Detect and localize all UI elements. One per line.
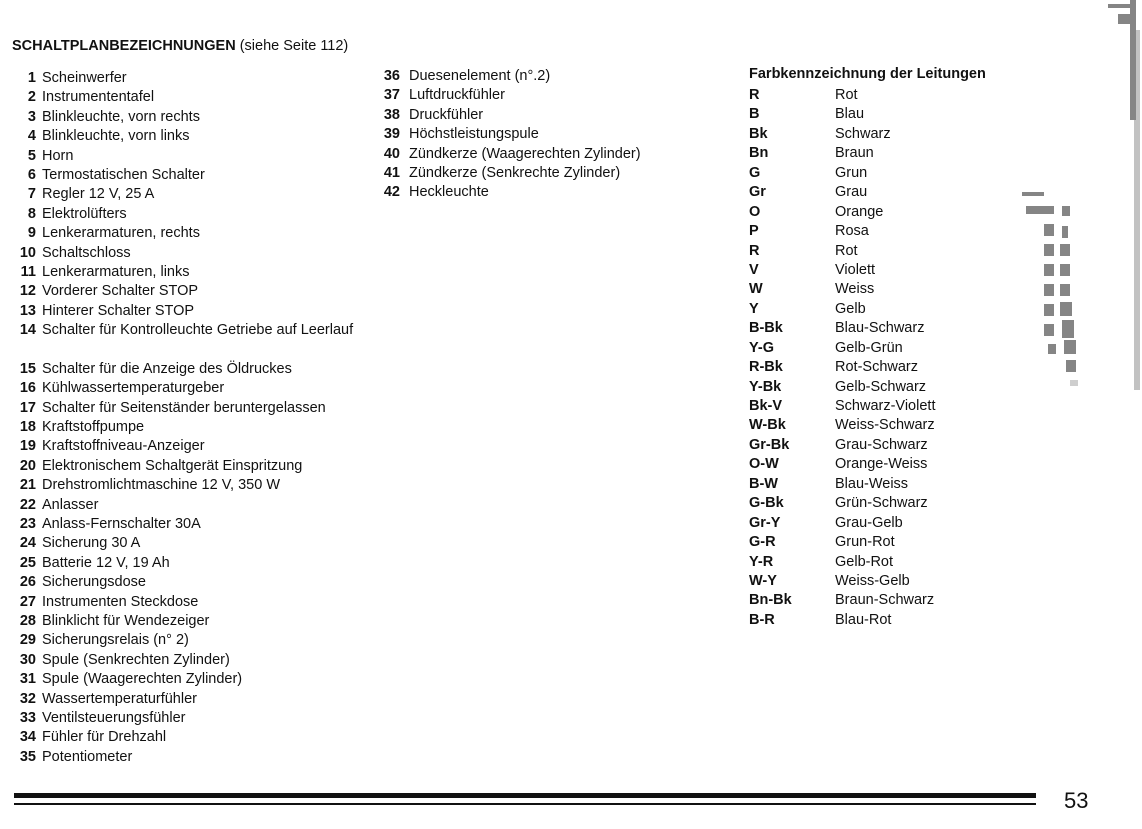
legend-item: [10, 399, 360, 418]
legend-item-number: 42: [383, 184, 400, 201]
legend-item-text: Schalter für die Anzeige des Öldruckes: [42, 360, 292, 377]
legend-item: [376, 67, 641, 86]
legend-item-text: Batterie 12 V, 19 Ah: [42, 554, 170, 571]
color-codes-title: Farbkennzeichnung der Leitungen: [749, 66, 986, 82]
legend-item: [10, 496, 360, 515]
legend-item-number: 3: [27, 108, 36, 125]
color-code-abbrev: Y-Bk: [749, 378, 782, 395]
color-code-abbrev: B: [749, 106, 760, 123]
legend-item-number: 32: [19, 690, 36, 707]
legend-item-text: Potentiometer: [42, 748, 133, 765]
legend-item: [10, 670, 360, 689]
color-code-row: [749, 183, 935, 202]
color-code-name: Rot-Schwarz: [835, 359, 918, 376]
legend-item-number: 9: [27, 225, 36, 242]
color-code-abbrev: Gr: [749, 184, 766, 201]
legend-item-text: Sicherungsdose: [42, 574, 146, 591]
legend-item-text: Zündkerze (Waagerechten Zylinder): [409, 145, 641, 162]
color-code-abbrev: W: [749, 281, 763, 298]
legend-item-text: Lenkerarmaturen, links: [42, 263, 190, 280]
legend-item: [10, 88, 360, 107]
legend-item-number: 17: [19, 399, 36, 416]
legend-item-text: Wassertemperaturfühler: [42, 690, 197, 707]
legend-item-number: 26: [19, 574, 36, 591]
color-code-name: Gelb-Rot: [835, 553, 894, 570]
legend-item-text: Luftdruckfühler: [409, 87, 505, 104]
legend-item-text: Elektrolüfters: [42, 205, 127, 222]
color-code-row: [749, 300, 935, 319]
legend-item-text: Scheinwerfer: [42, 70, 127, 86]
legend-item: [10, 573, 360, 592]
color-code-row: [749, 553, 935, 572]
legend-item-text: Elektronischem Schaltgerät Einspritzung: [42, 457, 303, 474]
legend-item: [376, 164, 641, 183]
legend-item: [10, 127, 360, 146]
legend-item-number: 40: [383, 145, 400, 162]
legend-item: [10, 515, 360, 534]
color-code-row: [749, 222, 935, 241]
color-code-name: Grun-Rot: [835, 534, 895, 551]
color-code-abbrev: B-W: [749, 475, 778, 492]
color-code-name: Blau-Weiss: [835, 475, 909, 492]
color-code-name: Blau: [835, 106, 865, 123]
legend-item-text: Schaltschloss: [42, 244, 131, 261]
legend-item: [10, 224, 360, 243]
color-code-abbrev: Gr-Bk: [749, 436, 790, 453]
page-number: 53: [1064, 788, 1089, 813]
legend-item-text: Duesenelement (n°.2): [409, 68, 551, 84]
color-code-abbrev: G: [749, 164, 761, 181]
legend-item: [10, 728, 360, 747]
legend-item-number: 41: [383, 164, 400, 181]
legend-item-number: 23: [19, 516, 36, 532]
legend-item-number: 21: [19, 477, 36, 494]
legend-item: [376, 106, 641, 125]
legend-item: [10, 69, 360, 88]
color-codes-list: [749, 86, 935, 630]
legend-item-number: 15: [19, 360, 36, 377]
legend-item: [10, 690, 360, 709]
legend-item: [10, 457, 360, 476]
legend-item: [10, 476, 360, 495]
legend-item-number: 20: [19, 457, 36, 474]
color-code-name: Orange: [835, 203, 884, 220]
legend-item-number: 39: [383, 126, 400, 143]
color-code-name: Orange-Weiss: [835, 456, 928, 473]
legend-item: [10, 244, 360, 263]
legend-item-number: 12: [19, 283, 36, 300]
legend-item-number: 18: [19, 419, 36, 436]
legend-item-text: Regler 12 V, 25 A: [42, 186, 155, 203]
color-code-name: Rosa: [835, 223, 869, 240]
legend-item-number: 5: [27, 147, 36, 164]
legend-item-text: Anlass-Fernschalter 30A: [42, 516, 201, 532]
legend-item-text: Zündkerze (Senkrechte Zylinder): [409, 164, 621, 181]
legend-item-text: Heckleuchte: [409, 184, 489, 201]
legend-item: [10, 302, 360, 321]
color-code-row: [749, 203, 935, 222]
legend-item-text: Druckfühler: [409, 106, 484, 123]
legend-item-text: Spule (Waagerechten Zylinder): [42, 671, 243, 688]
color-code-row: [749, 436, 935, 455]
legend-item-number: 19: [19, 438, 36, 455]
color-code-name: Braun-Schwarz: [835, 592, 935, 609]
legend-item-text: Drehstromlichtmaschine 12 V, 350 W: [42, 477, 281, 494]
legend-item-text: Sicherung 30 A: [42, 535, 141, 552]
legend-item: [10, 321, 360, 360]
color-code-row: [749, 591, 935, 610]
legend-item-number: 27: [19, 593, 36, 610]
legend-item-number: 36: [383, 68, 400, 84]
legend-item-number: 1: [27, 70, 36, 86]
legend-item-number: 22: [19, 496, 36, 513]
footer-rule-thin: [14, 803, 1036, 805]
heading-suffix: (siehe Seite 112): [239, 38, 349, 54]
legend-item: [10, 166, 360, 185]
legend-item: [10, 205, 360, 224]
legend-item: [376, 145, 641, 164]
legend-item-text: Schalter für Kontrolleuchte Getriebe auf Leerlauf: [42, 322, 354, 339]
legend-item-number: 25: [19, 554, 36, 571]
color-code-name: Grau-Gelb: [835, 514, 903, 531]
legend-item-text: Fühler für Drehzahl: [42, 729, 167, 746]
legend-item-text: Kraftstoffniveau-Anzeiger: [42, 438, 205, 455]
legend-item-text: Blinklicht für Wendezeiger: [42, 612, 210, 629]
color-code-row: [749, 572, 935, 591]
legend-item: [10, 631, 360, 650]
color-code-abbrev: R: [749, 87, 760, 103]
legend-item-number: 13: [19, 302, 36, 319]
color-code-name: Grau-Schwarz: [835, 436, 928, 453]
legend-item: [376, 125, 641, 144]
color-code-abbrev: G-Bk: [749, 495, 784, 512]
color-code-abbrev: W-Y: [749, 572, 777, 589]
legend-item: [10, 185, 360, 204]
legend-item: [10, 534, 360, 553]
legend-item: [10, 651, 360, 670]
color-code-abbrev: O: [749, 203, 761, 220]
color-code-name: Grun: [835, 164, 868, 181]
legend-item-number: 37: [383, 87, 400, 104]
legend-item-number: 31: [19, 671, 36, 688]
legend-item-text: Blinkleuchte, vorn rechts: [42, 108, 200, 125]
legend-item: [10, 282, 360, 301]
legend-item-text: Instrumenten Steckdose: [42, 593, 199, 610]
legend-item-text: Kraftstoffpumpe: [42, 419, 145, 436]
color-code-abbrev: G-R: [749, 534, 776, 551]
legend-item-text: Vorderer Schalter STOP: [42, 283, 199, 300]
legend-item-text: Ventilsteuerungsfühler: [42, 709, 186, 726]
color-code-row: [749, 125, 935, 144]
color-code-row: [749, 397, 935, 416]
page-heading: [12, 38, 348, 54]
legend-item-text: Termostatischen Schalter: [42, 166, 205, 183]
color-code-abbrev: B-R: [749, 611, 775, 628]
color-code-name: Rot: [835, 87, 858, 103]
legend-item: [10, 360, 360, 379]
color-code-abbrev: Bn-Bk: [749, 592, 792, 609]
legend-item-number: 2: [27, 89, 36, 106]
color-code-row: [749, 494, 935, 513]
legend-item-text: Höchstleistungspule: [409, 126, 539, 143]
color-code-row: [749, 86, 935, 105]
color-code-name: Blau-Rot: [835, 611, 892, 628]
legend-item-text: Spule (Senkrechten Zylinder): [42, 651, 230, 668]
footer-rule-thick: [14, 793, 1036, 798]
legend-item: [10, 379, 360, 398]
color-code-row: [749, 475, 935, 494]
color-code-row: [749, 280, 935, 299]
legend-item: [10, 147, 360, 166]
legend-item: [10, 554, 360, 573]
legend-item-text: Horn: [42, 147, 74, 164]
legend-item-number: 24: [19, 535, 36, 552]
legend-item: [10, 709, 360, 728]
color-code-row: [749, 339, 935, 358]
legend-item: [10, 612, 360, 631]
color-code-abbrev: Y-G: [749, 339, 774, 356]
color-code-row: [749, 416, 935, 435]
color-code-name: Braun: [835, 145, 874, 162]
color-code-name: Grau: [835, 184, 868, 201]
legend-item-text: Instrumententafel: [42, 89, 155, 106]
color-code-row: [749, 358, 935, 377]
legend-item-number: 30: [19, 651, 36, 668]
color-code-name: Gelb: [835, 300, 866, 317]
color-code-name: Weiss: [835, 281, 875, 298]
legend-item-number: 14: [19, 322, 36, 339]
legend-item: [10, 593, 360, 612]
legend-item-text: Sicherungsrelais (n° 2): [42, 632, 189, 649]
legend-item-text: Blinkleuchte, vorn links: [42, 128, 190, 145]
color-code-row: [749, 533, 935, 552]
legend-list-right: [376, 67, 641, 203]
color-code-row: [749, 514, 935, 533]
legend-item-text: Hinterer Schalter STOP: [42, 302, 195, 319]
color-code-row: [749, 242, 935, 261]
legend-item: [10, 418, 360, 437]
color-code-abbrev: P: [749, 223, 759, 240]
color-code-row: [749, 105, 935, 124]
color-code-row: [749, 261, 935, 280]
legend-item: [376, 183, 641, 202]
legend-item-number: 4: [27, 128, 36, 145]
color-code-abbrev: Bk-V: [749, 398, 783, 414]
color-code-row: [749, 144, 935, 163]
legend-item-number: 16: [19, 380, 36, 397]
legend-item-number: 35: [19, 748, 36, 765]
color-code-name: Blau-Schwarz: [835, 320, 925, 337]
color-code-abbrev: B-Bk: [749, 320, 783, 337]
color-code-row: [749, 378, 935, 397]
color-code-abbrev: V: [749, 261, 759, 278]
legend-item-text: Lenkerarmaturen, rechts: [42, 225, 200, 242]
legend-item-number: 29: [19, 632, 36, 649]
legend-item-number: 33: [19, 709, 36, 726]
heading-title: SCHALTPLANBEZEICHNUNGEN: [12, 38, 236, 54]
legend-item-number: 10: [19, 244, 36, 261]
color-code-name: Weiss-Schwarz: [835, 417, 935, 434]
legend-item: [10, 263, 360, 282]
color-code-name: Schwarz-Violett: [835, 398, 936, 414]
legend-list-left: [10, 69, 360, 767]
color-code-name: Weiss-Gelb: [835, 572, 910, 589]
color-code-name: Schwarz: [835, 125, 891, 142]
scan-bleed-through: [1010, 0, 1142, 600]
legend-item-number: 8: [27, 205, 36, 222]
color-code-abbrev: Bk: [749, 125, 768, 142]
color-code-row: [749, 319, 935, 338]
legend-item-number: 28: [19, 612, 36, 629]
color-code-abbrev: R-Bk: [749, 359, 783, 376]
color-code-abbrev: Bn: [749, 145, 769, 162]
color-code-row: [749, 611, 935, 630]
color-code-name: Rot: [835, 242, 858, 259]
legend-item: [10, 437, 360, 456]
legend-item-text: Kühlwassertemperaturgeber: [42, 380, 225, 397]
color-code-abbrev: Gr-Y: [749, 514, 781, 531]
color-code-name: Grün-Schwarz: [835, 495, 928, 512]
legend-item-number: 38: [383, 106, 400, 123]
color-code-abbrev: Y: [749, 300, 759, 317]
color-code-abbrev: W-Bk: [749, 417, 786, 434]
legend-item: [376, 86, 641, 105]
color-code-row: [749, 455, 935, 474]
color-code-row: [749, 164, 935, 183]
color-code-abbrev: R: [749, 242, 760, 259]
legend-item-text: Schalter für Seitenständer beruntergelassen: [42, 399, 326, 416]
legend-item: [10, 748, 360, 767]
legend-item-number: 6: [27, 166, 36, 183]
legend-item-number: 11: [20, 263, 36, 280]
color-code-name: Gelb-Schwarz: [835, 378, 927, 395]
legend-item: [10, 108, 360, 127]
color-code-name: Violett: [835, 261, 876, 278]
color-code-abbrev: Y-R: [749, 553, 774, 570]
color-code-abbrev: O-W: [749, 456, 779, 473]
legend-item-number: 7: [27, 186, 36, 203]
legend-item-number: 34: [19, 729, 36, 746]
legend-item-text: Anlasser: [42, 496, 99, 513]
color-code-name: Gelb-Grün: [835, 339, 903, 356]
